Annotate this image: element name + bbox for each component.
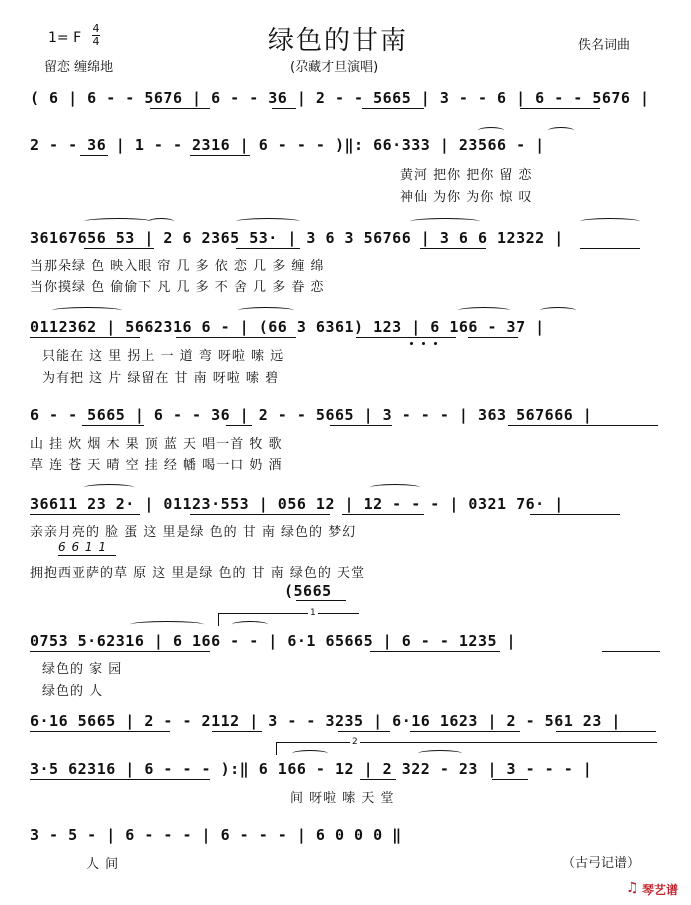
transcriber-credit: （古弓记谱） [562, 856, 641, 871]
beam-line [226, 425, 252, 426]
lyric-line-1b: 神仙 为你 为你 惊 叹 [400, 190, 533, 205]
lyric-line-4a: 山 挂 炊 烟 木 果 顶 蓝 天 唱一首 牧 歌 [30, 437, 283, 452]
site-logo: 琴艺谱 [642, 883, 679, 897]
bracket-notes: (5665 [284, 582, 332, 600]
volta-bracket-2 [276, 742, 657, 755]
slur-mark [84, 484, 134, 491]
notation-row-3: 36167656 53 | 2 6 2365 53· | 3 6 3 56766 | 3 6 6 12322 | [30, 229, 564, 247]
beam-line [30, 779, 210, 780]
octave-dot [410, 342, 413, 345]
slur-mark [292, 750, 328, 757]
lyric-line-5b: 拥抱西亚萨的草 原 这 里是绿 色的 甘 南 绿色的 天堂 [30, 566, 366, 581]
beam-line [212, 731, 262, 732]
lyric-line-2b: 当你摸绿 色 偷偷下 凡 几 多 不 舍 几 多 眷 恋 [30, 280, 325, 295]
notation-row-10: 3 - 5 - | 6 - - - | 6 - - - | 6 0 0 0 ‖ [30, 826, 402, 844]
slur-mark [548, 127, 574, 134]
lyric-line-1a: 黄河 把你 把你 留 恋 [400, 168, 533, 183]
notation-row-5: 6 - - 5665 | 6 - - 36 | 2 - - 5665 | 3 - - - | 363 567666 | [30, 406, 593, 424]
beam-line [80, 155, 108, 156]
slur-mark [458, 307, 510, 314]
variant-notes: 6 6 1 1 [58, 540, 107, 554]
slur-mark [130, 621, 204, 628]
slur-mark [478, 127, 504, 134]
performer-credit: (尕藏才旦演唱) [290, 60, 379, 75]
beam-line [420, 248, 486, 249]
lyric-line-6b: 绿色的 人 [42, 684, 104, 699]
lyric-line-3b: 为有把 这 片 绿留在 甘 南 呀啦 嗦 碧 [42, 371, 280, 386]
beam-line [330, 425, 392, 426]
lyric-line-6a: 绿色的 家 园 [42, 662, 123, 677]
music-note-icon: ♫ [626, 880, 639, 896]
beam-line [272, 108, 296, 109]
time-signature-top: 4 [92, 22, 100, 35]
lyric-line-3a: 只能在 这 里 拐上 一 道 弯 呀啦 嗦 远 [42, 349, 285, 364]
lyric-line-4b: 草 连 苍 天 晴 空 挂 经 幡 喝一口 奶 酒 [30, 458, 283, 473]
beam-line [30, 514, 140, 515]
beam-line [508, 425, 658, 426]
volta-number-1: 1 [310, 608, 316, 618]
beam-line [176, 337, 296, 338]
lyric-line-2a: 当那朵绿 色 映入眼 帘 几 多 依 恋 几 多 缠 绵 [30, 259, 325, 274]
beam-line [190, 155, 250, 156]
octave-dot [422, 342, 425, 345]
key-signature: 1= F [48, 30, 82, 46]
beam-line [530, 514, 620, 515]
time-signature [92, 24, 100, 47]
slur-mark [580, 218, 640, 225]
beam-line [342, 514, 424, 515]
lyric-line-7: 间 呀啦 嗦 天 堂 [290, 791, 395, 806]
beam-line [360, 779, 396, 780]
notation-row-7: 0753 5·62316 | 6 166 - - | 6·1 65665 | 6 - - 1235 | [30, 632, 517, 650]
beam-line [556, 731, 656, 732]
lyric-line-5a: 亲亲月亮的 脸 蛋 这 里是绿 色的 甘 南 绿色的 梦幻 [30, 525, 357, 540]
notation-row-9: 3·5 62316 | 6 - - - ):‖ 6 166 - 12 | 2 322 - 23 | 3 - - - | [30, 760, 593, 778]
beam-line [236, 248, 300, 249]
notation-row-1: ( 6 | 6 - - 5676 | 6 - - 36 | 2 - - 5665 | 3 - - 6 | 6 - - 5676 | [30, 89, 650, 107]
slur-mark [52, 307, 122, 314]
slur-mark [540, 307, 576, 314]
beam-line [370, 651, 500, 652]
beam-line [30, 651, 210, 652]
beam-line [602, 651, 660, 652]
notation-row-4: 0112362 | 5662316 6 - | (66 3 6361) 123 | 6 166 - 37 | [30, 318, 545, 336]
beam-line [30, 337, 140, 338]
slur-mark [232, 621, 268, 628]
beam-line [580, 248, 640, 249]
beam-line [362, 108, 424, 109]
beam-line [84, 248, 154, 249]
beam-line [520, 108, 600, 109]
slur-mark [238, 307, 294, 314]
volta-number-2: 2 [352, 737, 358, 747]
octave-dot [434, 342, 437, 345]
beam-line [190, 514, 330, 515]
lyric-line-8: 人 间 [86, 857, 120, 872]
notation-row-2: 2 - - 36 | 1 - - 2316 | 6 - - - )‖: 66·333 | 23566 - | [30, 136, 545, 154]
beam-line [338, 731, 390, 732]
beam-line [82, 425, 144, 426]
slur-mark [236, 218, 300, 225]
beam-line [410, 731, 520, 732]
time-signature-bottom: 4 [92, 35, 100, 48]
composer-credit: 佚名词曲 [578, 38, 631, 53]
slur-mark [418, 750, 462, 757]
beam-line [150, 108, 210, 109]
slur-mark [370, 484, 420, 491]
mood-marking: 留恋 缠绵地 [44, 60, 114, 75]
notation-row-6: 36611 23 2· | 01123·553 | 056 12 | 12 - - - | 0321 76· | [30, 495, 564, 513]
song-title: 绿色的甘南 [268, 26, 409, 56]
slur-mark [148, 218, 174, 225]
slur-mark [410, 218, 480, 225]
beam-line [58, 555, 116, 556]
beam-line [296, 600, 346, 601]
beam-line [356, 337, 456, 338]
notation-row-8: 6·16 5665 | 2 - - 2112 | 3 - - 3235 | 6·16 1623 | 2 - 561 23 | [30, 712, 621, 730]
slur-mark [84, 218, 152, 225]
beam-line [492, 779, 528, 780]
beam-line [468, 337, 518, 338]
beam-line [30, 731, 170, 732]
